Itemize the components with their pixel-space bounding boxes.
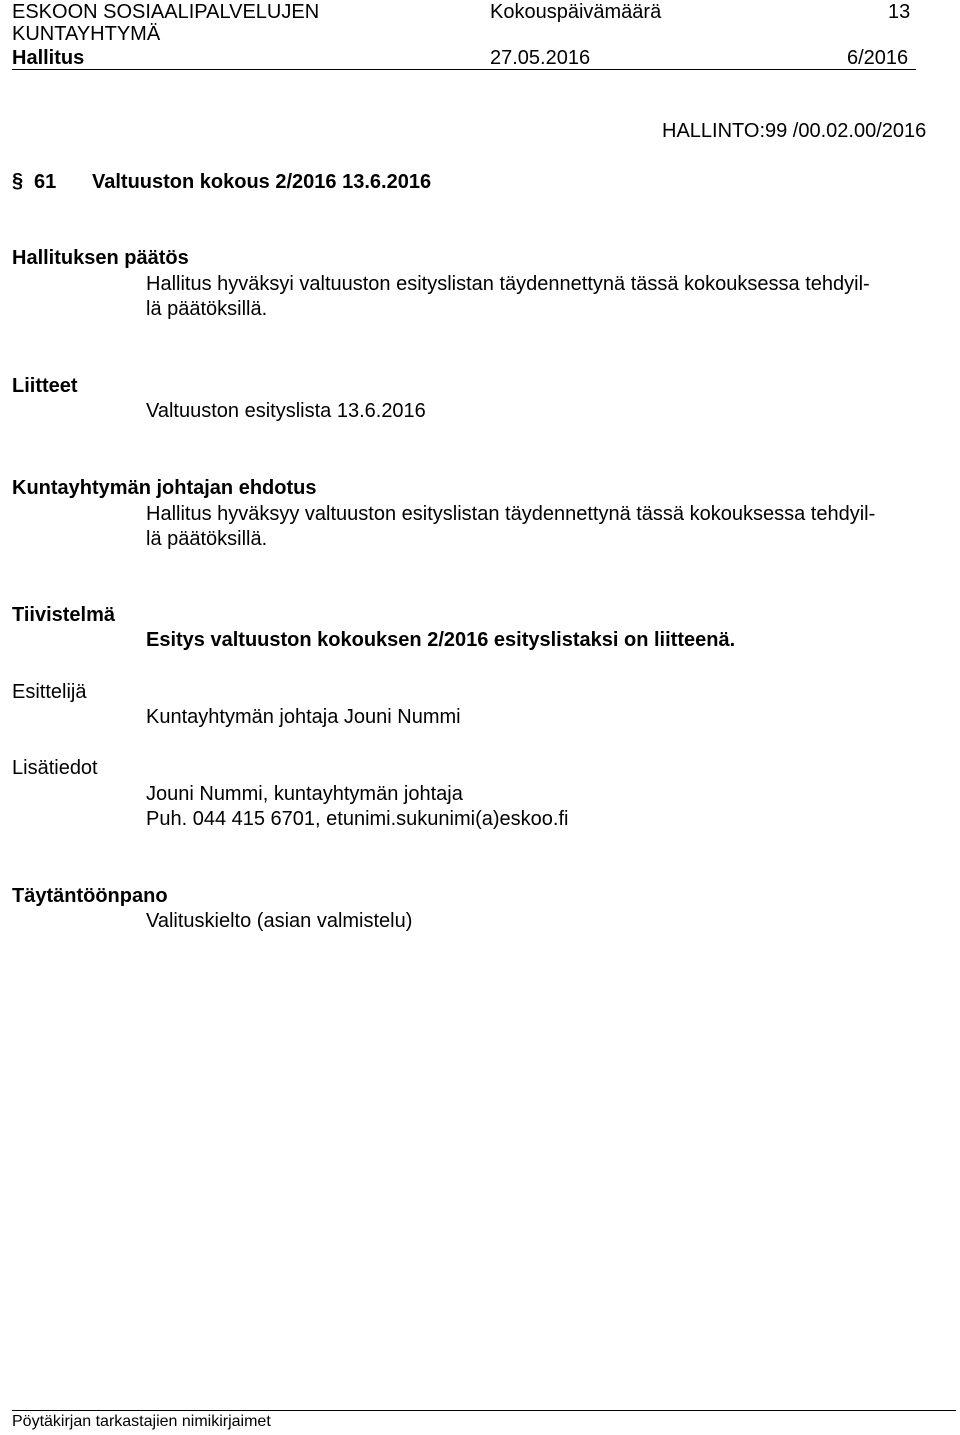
decision-text-line1: Hallitus hyväksyi valtuuston esityslistan täydennettynä tässä kokouksessa tehdyil- bbox=[146, 273, 870, 295]
issue-number: 6/2016 bbox=[847, 47, 909, 69]
info-contact-line2: Puh. 044 415 6701, etunimi.sukunimi(a)eskoo.fi bbox=[146, 808, 569, 830]
meeting-date: 27.05.2016 bbox=[490, 47, 591, 69]
proposal-text-line2: lä päätöksillä. bbox=[146, 528, 268, 550]
info-label: Lisätiedot bbox=[12, 757, 98, 779]
enforcement-text: Valituskielto (asian valmistelu) bbox=[146, 910, 413, 932]
presenter-label: Esittelijä bbox=[12, 681, 87, 703]
attachment-item: Valtuuston esityslista 13.6.2016 bbox=[146, 400, 426, 422]
info-contact-line1: Jouni Nummi, kuntayhtymän johtaja bbox=[146, 783, 463, 805]
org-name-line2: KUNTAYHTYMÄ bbox=[12, 23, 161, 45]
section-number: 61 bbox=[34, 171, 57, 193]
section-title: Valtuuston kokous 2/2016 13.6.2016 bbox=[92, 171, 432, 193]
proposal-text-line1: Hallitus hyväksyy valtuuston esityslistan täydennettynä tässä kokouksessa tehdyil- bbox=[146, 503, 876, 525]
section-symbol: § bbox=[12, 170, 24, 192]
summary-text: Esitys valtuuston kokouksen 2/2016 esityslistaksi on liitteenä. bbox=[146, 629, 736, 651]
meeting-body: Hallitus bbox=[12, 47, 85, 69]
record-id: HALLINTO:99 /00.02.00/2016 bbox=[662, 120, 927, 142]
summary-label: Tiivistelmä bbox=[12, 604, 116, 626]
header-divider bbox=[12, 69, 916, 70]
doc-type: Kokouspäivämäärä bbox=[490, 1, 662, 23]
footer-signature-note: Pöytäkirjan tarkastajien nimikirjaimet bbox=[12, 1413, 271, 1430]
proposal-heading: Kuntayhtymän johtajan ehdotus bbox=[12, 477, 317, 499]
decision-text-line2: lä päätöksillä. bbox=[146, 298, 268, 320]
presenter-text: Kuntayhtymän johtaja Jouni Nummi bbox=[146, 706, 461, 728]
decision-heading: Hallituksen päätös bbox=[12, 247, 189, 269]
enforcement-heading: Täytäntöönpano bbox=[12, 885, 168, 907]
attachments-heading: Liitteet bbox=[12, 375, 78, 397]
footer-divider bbox=[12, 1410, 956, 1411]
page-number: 13 bbox=[888, 1, 911, 23]
org-name-line1: ESKOON SOSIAALIPALVELUJEN bbox=[12, 1, 320, 23]
